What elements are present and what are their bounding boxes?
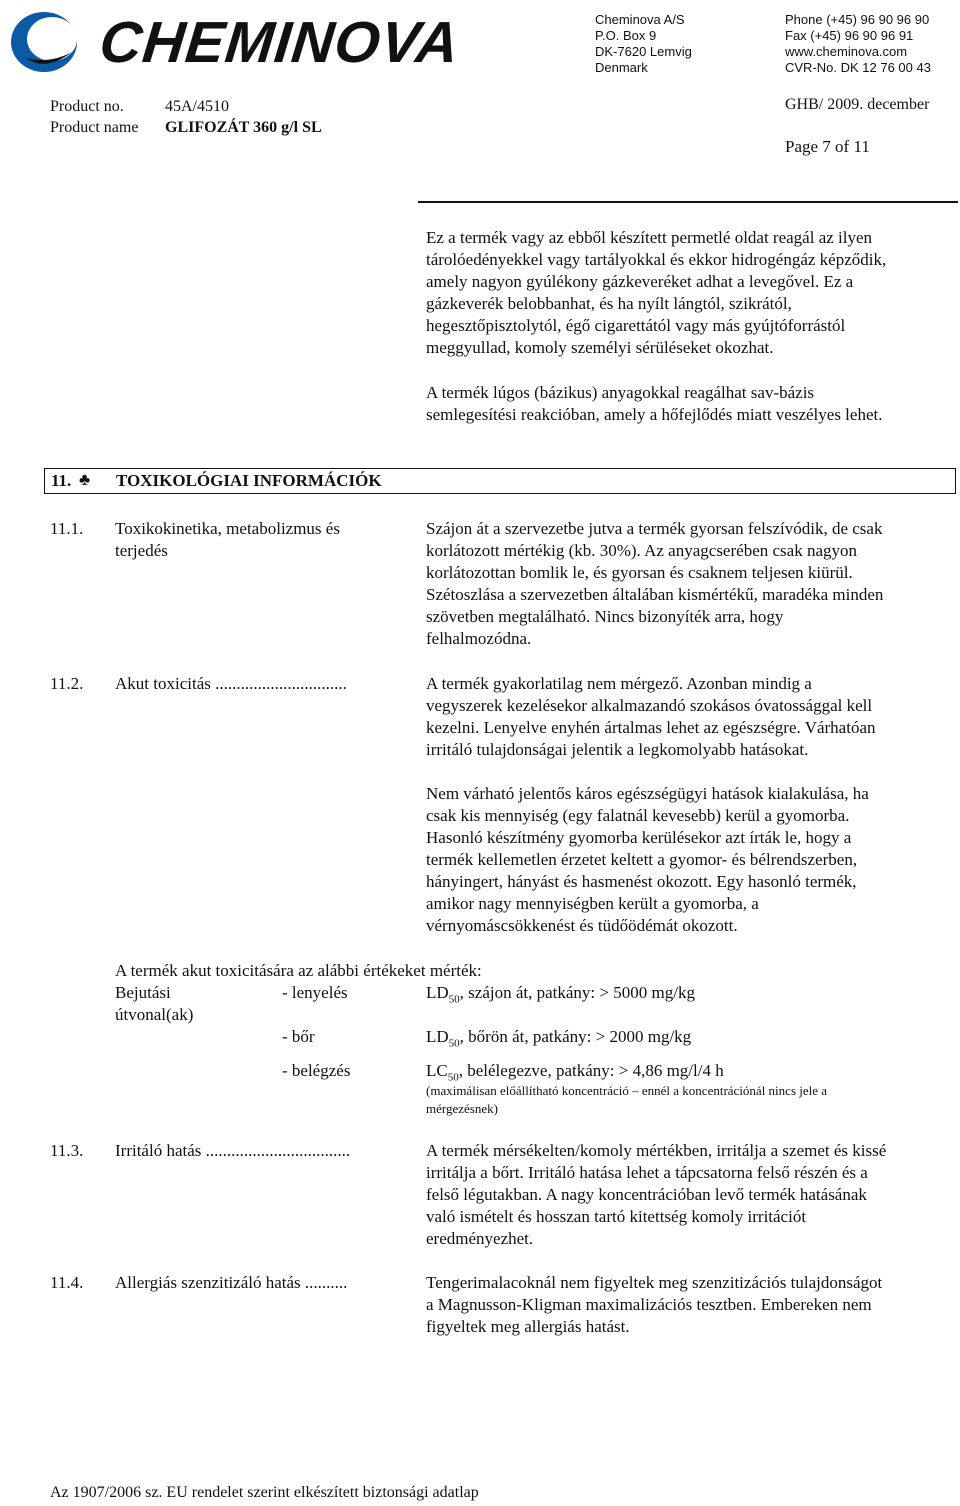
section-number: 11.: [51, 471, 72, 490]
value-subscript: 50: [447, 1071, 459, 1084]
value-prefix: LD: [426, 1027, 449, 1046]
text-line: amely nagyon gyúlékony gázkeveréket adhat a levegővel. Ez a: [426, 272, 854, 291]
value-prefix: LD: [426, 983, 449, 1002]
subsection-label: Akut toxicitás ...............................: [115, 674, 347, 693]
subsection-text: [426, 1140, 956, 1250]
page-footer: Az 1907/2006 sz. EU rendelet szerint elkészített biztonsági adatlap: [50, 1484, 479, 1501]
subsection-number: 11.1.: [50, 519, 84, 538]
document-date: GHB/ 2009. december: [785, 96, 930, 113]
route-ingestion-label: - lenyelés: [282, 983, 348, 1002]
company-address: [595, 12, 692, 76]
text-line: vérnyomáscsökkenést és tüdőödémát okozott.: [426, 916, 738, 935]
text-line: hegesztőpisztolytól, égő cigarettától vagy más gyújtóforrástól: [426, 316, 846, 335]
text-line: Ez a termék vagy az ebből készített permetlé oldat reagál az ilyen: [426, 228, 873, 247]
product-values: [165, 96, 322, 138]
company-city: DK-7620 Lemvig: [595, 44, 692, 59]
company-logo: [6, 6, 496, 76]
company-phone: Phone (+45) 96 90 96 90: [785, 12, 930, 27]
text-line: A termék mérsékelten/komoly mértékben, irritálja a szemet és kissé: [426, 1141, 887, 1160]
text-line: felhalmozódna.: [426, 629, 532, 648]
text-line: a Magnusson-Kligman maximalizációs tesztben. Embereken nem: [426, 1295, 872, 1314]
product-name-label: Product name: [50, 119, 139, 136]
text-line: korlátozott mértékig (kb. 30%). Az anyagcserében csak nagyon: [426, 541, 857, 560]
text-line: termék kellemetlen érzetet keltett a gyomor- és bélrendszerben,: [426, 850, 858, 869]
subsection-text: [426, 518, 956, 650]
company-cvr: CVR-No. DK 12 76 00 43: [785, 60, 931, 75]
text-line: való ismételt és hosszan tartó kitettség komoly irritációt: [426, 1207, 807, 1226]
text-line: Hasonló készítmény gyomorba kerülésekor azt írták le, hogy a: [426, 828, 852, 847]
product-no-value: 45A/4510: [165, 98, 229, 115]
company-country: Denmark: [595, 60, 648, 75]
route-inhalation-label: - belégzés: [282, 1061, 351, 1080]
header-divider: [418, 201, 958, 203]
text-line: irritálja a bőrt. Irritáló hatása lehet a tápcsatorna felső részén és a: [426, 1163, 868, 1182]
cheminova-ring-icon: [6, 6, 86, 76]
club-icon: ♣: [79, 470, 91, 489]
text-line: A termék gyakorlatilag nem mérgező. Azonban mindig a: [426, 674, 812, 693]
text-line: vegyszerek kezelésekor alkalmazandó szokásos óvatossággal kell: [426, 696, 873, 715]
company-website: www.cheminova.com: [785, 44, 908, 59]
company-contact: [785, 12, 931, 76]
route-skin-label: - bőr: [282, 1027, 315, 1046]
page-number: Page 7 of 11: [785, 137, 870, 156]
text-line: Szétoszlása a szervezetben általában kismértékű, maradéka minden: [426, 585, 884, 604]
text-line: semlegesítési reakcióban, amely a hőfejlődés miatt veszélyes lehet.: [426, 405, 883, 424]
text-line: gázkeverék belobbanhat, és ha nyílt lángtól, szikrától,: [426, 294, 792, 313]
text-line: mérgezésnek): [426, 1101, 498, 1116]
text-line: korlátozottan bomlik le, és gyorsan és csaknem teljesen kiürül.: [426, 563, 853, 582]
company-fax: Fax (+45) 96 90 96 91: [785, 28, 914, 43]
text-line: (maximálisan előállítható koncentráció – ennél a koncentrációnál nincs jele a: [426, 1083, 828, 1098]
product-name-value: GLIFOZÁT 360 g/l SL: [165, 119, 322, 136]
company-po-box: P.O. Box 9: [595, 28, 657, 43]
text-line: Szájon át a szervezetbe jutva a termék gyorsan felszívódik, de csak: [426, 519, 883, 538]
product-labels: [50, 96, 138, 138]
route-label: [115, 982, 193, 1026]
subsection-label: Allergiás szenzitizáló hatás ..........: [115, 1273, 348, 1292]
inhalation-note: [426, 1082, 956, 1118]
intro-paragraph-1: [426, 227, 956, 359]
text-line: amikor nagy mennyiségben került a gyomorba, a: [426, 894, 759, 913]
label-line: terjedés: [115, 541, 168, 560]
value-text: , szájon át, patkány: > 5000 mg/kg: [459, 983, 695, 1002]
section-header: [44, 468, 956, 494]
section-title: TOXIKOLÓGIAI INFORMÁCIÓK: [116, 471, 382, 490]
subsection-label: Irritáló hatás ..................................: [115, 1141, 351, 1160]
text-line: eredményezhet.: [426, 1229, 534, 1248]
label-line: Toxikokinetika, metabolizmus és: [115, 519, 340, 538]
subsection-text: [426, 1272, 956, 1338]
text-line: csak kis mennyiség (egy falatnál kevesebb) kerül a gyomorba.: [426, 806, 850, 825]
text-line: A termék lúgos (bázikus) anyagokkal reagálhat sav-bázis: [426, 383, 815, 402]
label-line: útvonal(ak): [115, 1005, 194, 1024]
value-prefix: LC: [426, 1061, 448, 1080]
text-line: Tengerimalacoknál nem figyeltek meg szenzitizációs tulajdonságot: [426, 1273, 883, 1292]
value-text: , belélegezve, patkány: > 4,86 mg/l/4 h: [458, 1061, 724, 1080]
text-line: meggyullad, komoly személyi sérüléseket okozhat.: [426, 338, 774, 357]
subsection-text: [426, 783, 956, 937]
subsection-number: 11.2.: [50, 674, 84, 693]
text-line: felső légutakban. A nagy koncentrációban levő termék hatásának: [426, 1185, 867, 1204]
value-subscript: 50: [448, 993, 460, 1006]
subsection-number: 11.3.: [50, 1141, 84, 1160]
intro-paragraph-2: [426, 382, 956, 426]
value-text: , bőrön át, patkány: > 2000 mg/kg: [459, 1027, 692, 1046]
text-line: kezelni. Lenyelve enyhén ártalmas lehet az egészségre. Várhatóan: [426, 718, 876, 737]
route-ingestion-value: [426, 982, 695, 1010]
brand-name: CHEMINOVA: [96, 10, 463, 75]
text-line: tárolóedényekkel vagy tartályokkal és ekkor hidrogéngáz képződik,: [426, 250, 887, 269]
label-line: Bejutási: [115, 983, 171, 1002]
text-line: szövetben megtalálható. Nincs bizonyíték arra, hogy: [426, 607, 784, 626]
route-skin-value: [426, 1026, 691, 1054]
company-name: Cheminova A/S: [595, 12, 685, 27]
product-no-label: Product no.: [50, 98, 124, 115]
subsection-number: 11.4.: [50, 1273, 84, 1292]
toxicity-values-intro: A termék akut toxicitására az alábbi értékeket mérték:: [115, 961, 482, 980]
subsection-label: [115, 518, 340, 562]
text-line: Nem várható jelentős káros egészségügyi hatások kialakulása, ha: [426, 784, 869, 803]
text-line: irritáló tulajdonságai jelentik a legkomolyabb hatásokat.: [426, 740, 809, 759]
subsection-text: [426, 673, 956, 761]
value-subscript: 50: [448, 1037, 460, 1050]
text-line: figyeltek meg allergiás hatást.: [426, 1317, 630, 1336]
text-line: hányingert, hányást és hasmenést okozott. Egy hasonló termék,: [426, 872, 857, 891]
